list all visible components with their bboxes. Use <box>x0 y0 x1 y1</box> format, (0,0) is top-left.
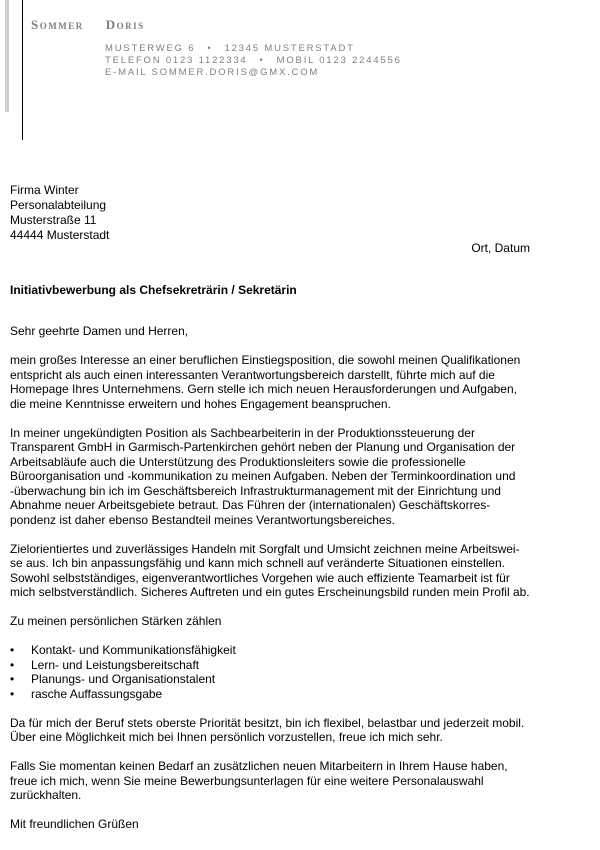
sender-email: E-MAIL SOMMER.DORIS@GMX.COM <box>105 67 320 78</box>
recipient-department: Personalabteilung <box>10 198 107 212</box>
sender-city: 12345 MUSTERSTADT <box>224 43 355 54</box>
sender-street: MUSTERWEG 6 <box>105 43 196 54</box>
salutation: Sehr geehrte Damen und Herren, <box>10 324 189 338</box>
left-margin-bar <box>5 0 9 112</box>
paragraph-work-style: Zielorientiertes und zuverlässiges Handeln mit Sorgfalt und Umsicht zeichnen meine Arbeitswei-se aus. Ich bin anpassungsfähig und kann mich schnell auf veränderte Situationen einstellen. Sowohl selbstständiges, eigenverantwortliches Vorgehen wie auch effiziente Teamarbeit ist für mich selbstverständlich. Sicheres Auftreten und ein gutes Erscheinungsbild runden mein Profil ab. <box>10 541 530 599</box>
valediction: Mit freundlichen Grüßen <box>10 817 139 831</box>
recipient-city: 44444 Musterstadt <box>10 228 110 242</box>
letter-body <box>10 324 530 846</box>
sender-contact <box>105 43 402 79</box>
sender-name <box>31 17 145 33</box>
list-item: • Lern- und Leistungsbereitschaft <box>10 658 530 673</box>
paragraph-intro: mein großes Interesse an einer beruflichen Einstiegsposition, die sowohl meinen Qualifikationen entspricht als auch einen interessanten Verantwortungsbereich darstellt, führte mich auf die Homepage Ihres Unternehmens. Gern stelle ich mich neuen Herausforderungen und Aufgaben, die meine Kenntnisse erweitern und hohes Engagement beanspruchen. <box>10 353 521 411</box>
sender-address-line <box>105 43 402 55</box>
header-divider <box>22 0 23 140</box>
list-item: • rasche Auffassungsgabe <box>10 687 530 702</box>
strengths-intro: Zu meinen persönlichen Stärken zählen <box>10 614 222 628</box>
sender-phone: TELEFON 0123 1122334 <box>105 55 248 66</box>
recipient-address <box>10 183 109 243</box>
separator-dot: • <box>259 55 265 66</box>
sender-mobile: MOBIL 0123 2244556 <box>276 55 402 66</box>
sender-firstname: Doris <box>105 17 145 32</box>
paragraph-position: In meiner ungekündigten Position als Sachbearbeiterin in der Produktionssteuerung der Transparent GmbH in Garmisch-Partenkirchen gehört neben der Planung und Organisation der Arbeitsabläufe auch die Unterstützung des Produktionsleiters sowie die professionelle Büroorganisation und -kommunikation zu meinen Aufgaben. Neben der Terminkoordination und -überwachung bin ich im Geschäftsbereich Infrastrukturmanagement mit der Einrichtung und Abnahme neuer Arbeitsgebiete betraut. Das Führen der (internationalen) Geschäftskorres-pondenz ist daher ebenso Bestandteil meines Verantwortungsbereiches. <box>10 425 516 527</box>
list-item: • Planungs- und Organisationstalent <box>10 672 530 687</box>
separator-dot: • <box>207 43 213 54</box>
strengths-list <box>10 643 530 701</box>
subject-line: Initiativbewerbung als Chefsekreträrin / Sekretärin <box>10 283 297 297</box>
paragraph-mobility: Da für mich der Beruf stets oberste Priorität besitzt, bin ich flexibel, belastbar und jederzeit mobil. Über eine Möglichkeit mich bei Ihnen persönlich vorzustellen, freue ich mich sehr. <box>10 715 525 744</box>
sender-email-line <box>105 67 402 79</box>
sender-phone-line <box>105 55 402 67</box>
list-item: • Kontakt- und Kommunikationsfähigkeit <box>10 643 530 658</box>
place-date: Ort, Datum <box>471 241 530 255</box>
recipient-company: Firma Winter <box>10 183 79 197</box>
recipient-street: Musterstraße 11 <box>10 213 97 227</box>
paragraph-closing: Falls Sie momentan keinen Bedarf an zusätzlichen neuen Mitarbeitern in Ihrem Hause haben, freue ich mich, wenn Sie meine Bewerbungsunterlagen für eine weitere Personalauswahl zurückhalten. <box>10 759 508 802</box>
sender-surname: Sommer <box>31 17 84 32</box>
